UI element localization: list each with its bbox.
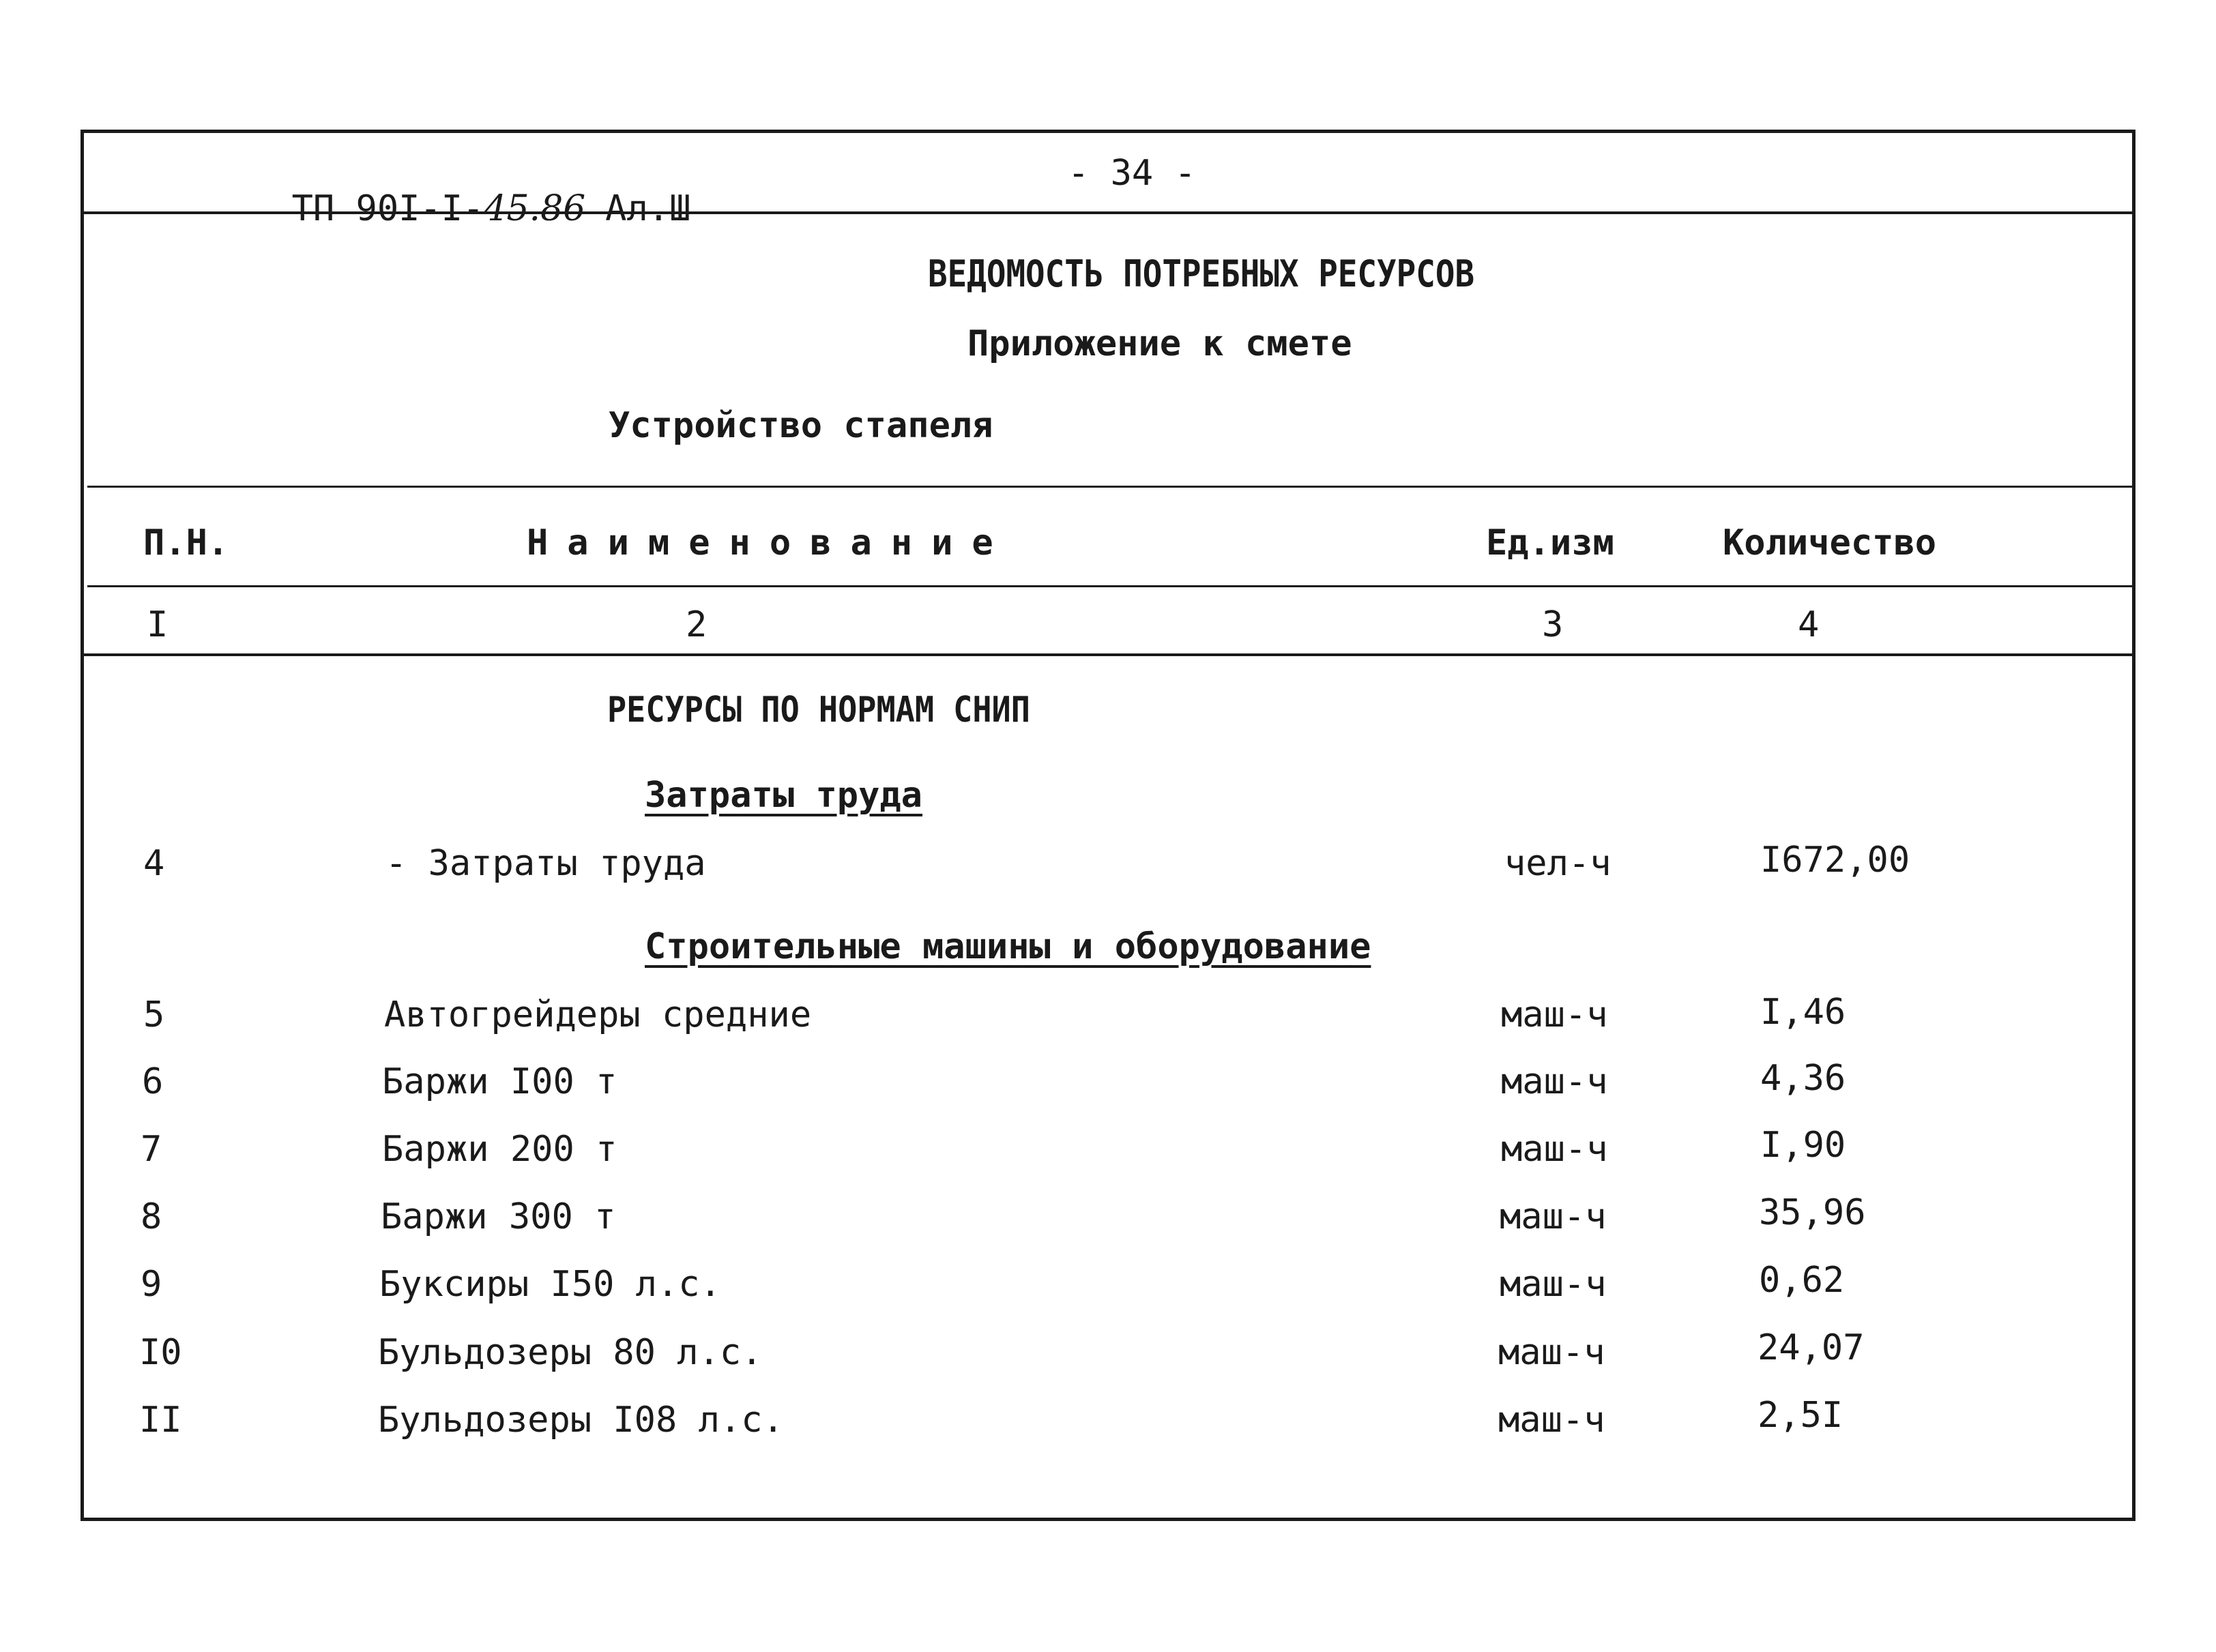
document-title: ВЕДОМОСТЬ ПОТРЕБНЫХ РЕСУРСОВ bbox=[928, 252, 1475, 295]
row-quantity: I,46 bbox=[1760, 992, 1846, 1033]
col-number-4: 4 bbox=[1798, 604, 1820, 645]
table-header-rule bbox=[87, 585, 2134, 587]
group-title-labor: Затраты труда bbox=[645, 775, 922, 816]
col-number-2: 2 bbox=[686, 604, 708, 645]
row-quantity: 2,5I bbox=[1758, 1395, 1843, 1436]
row-unit: маш-ч bbox=[1498, 1400, 1605, 1441]
column-numbers-rule bbox=[81, 653, 2135, 656]
col-header-unit: Ед.изм bbox=[1486, 522, 1614, 563]
row-unit: маш-ч bbox=[1500, 1196, 1607, 1237]
row-number: 5 bbox=[143, 994, 165, 1035]
row-number: 4 bbox=[143, 843, 165, 884]
row-number: 6 bbox=[142, 1061, 164, 1102]
doc-code-handwritten: 45.86 bbox=[484, 188, 586, 229]
row-name: Автогрейдеры средние bbox=[384, 994, 812, 1035]
row-quantity: 0,62 bbox=[1759, 1260, 1845, 1301]
row-unit: маш-ч bbox=[1500, 1264, 1607, 1305]
doc-code-suffix: Ал.Ш bbox=[605, 188, 691, 229]
group-title-machines: Строительные машины и оборудование bbox=[645, 926, 1371, 967]
col-number-1: I bbox=[147, 604, 169, 645]
row-name: - Затраты труда bbox=[385, 843, 706, 884]
row-unit: маш-ч bbox=[1498, 1332, 1605, 1373]
row-quantity: 4,36 bbox=[1760, 1058, 1846, 1099]
row-name: Буксиры I50 л.с. bbox=[379, 1264, 721, 1305]
object-title: Устройство стапеля bbox=[609, 405, 993, 446]
doc-code bbox=[249, 156, 691, 229]
col-header-number: П.Н. bbox=[143, 522, 229, 563]
section-title: РЕСУРСЫ ПО НОРМАМ СНИП bbox=[607, 690, 1030, 731]
page-number: - 34 - bbox=[1068, 153, 1196, 194]
row-quantity: 24,07 bbox=[1758, 1327, 1865, 1368]
row-number: 7 bbox=[141, 1129, 162, 1170]
document-subtitle: Приложение к смете bbox=[967, 323, 1352, 364]
row-name: Баржи 200 т bbox=[382, 1129, 617, 1170]
row-unit: маш-ч bbox=[1501, 994, 1608, 1035]
doc-code-prefix: ТП 90I-I- bbox=[291, 188, 484, 229]
row-unit: маш-ч bbox=[1501, 1129, 1608, 1170]
col-header-name: Наименование bbox=[527, 522, 1012, 563]
row-name: Баржи I00 т bbox=[382, 1061, 617, 1102]
col-number-3: 3 bbox=[1542, 604, 1564, 645]
row-number: II bbox=[139, 1400, 182, 1441]
row-quantity: I672,00 bbox=[1760, 840, 1910, 881]
row-unit: чел-ч bbox=[1504, 843, 1612, 884]
row-name: Бульдозеры 80 л.с. bbox=[378, 1332, 763, 1373]
row-unit: маш-ч bbox=[1501, 1061, 1608, 1102]
col-header-quantity: Количество bbox=[1723, 522, 1937, 563]
row-number: I0 bbox=[139, 1332, 182, 1373]
table-top-rule bbox=[87, 486, 2134, 488]
row-number: 9 bbox=[141, 1264, 162, 1305]
row-quantity: I,90 bbox=[1760, 1125, 1846, 1166]
row-name: Баржи 300 т bbox=[381, 1196, 616, 1237]
row-quantity: 35,96 bbox=[1759, 1192, 1866, 1233]
row-name: Бульдозеры I08 л.с. bbox=[378, 1400, 784, 1441]
row-number: 8 bbox=[141, 1196, 162, 1237]
